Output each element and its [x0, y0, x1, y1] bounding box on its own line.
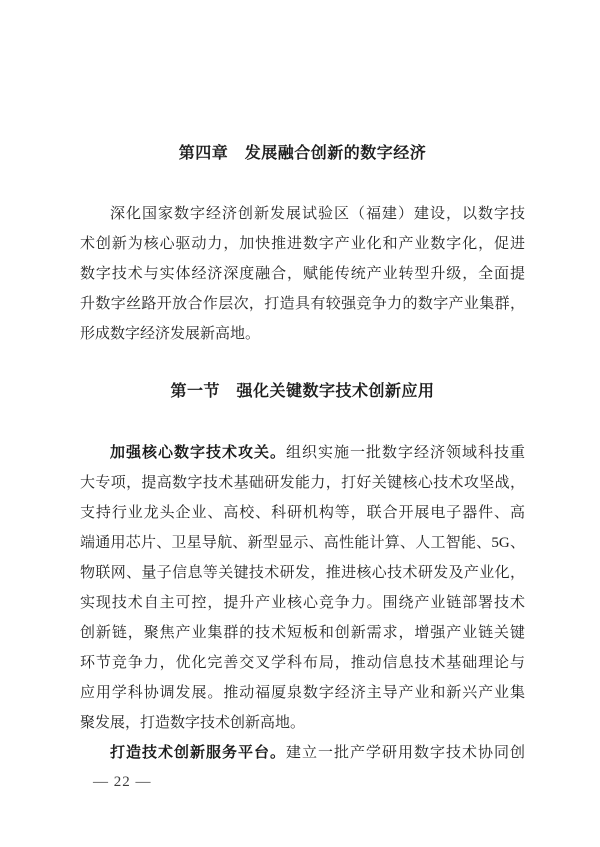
- text-line: 应用学科协调发展。推动福厦泉数字经济主导产业和新兴产业集: [80, 685, 525, 701]
- text-line: 术创新为核心驱动力，加快推进数字产业化和产业数字化，促进: [80, 236, 525, 252]
- text-line: [80, 438, 525, 468]
- text-line: [80, 738, 525, 768]
- text-line: 形成数字经济发展新高地。: [80, 326, 261, 342]
- section-title: 第一节 强化关键数字技术创新应用: [170, 383, 435, 400]
- text-line: 环节竞争力，优化完善交叉学科布局，推动信息技术基础理论与: [80, 655, 525, 671]
- line-text: 组织实施一批数字经济领域科技重: [286, 445, 525, 461]
- text-line: 支持行业龙头企业、高校、科研机构等，联合开展电子器件、高: [80, 505, 525, 521]
- text-line: 聚发展，打造数字技术创新高地。: [80, 715, 306, 731]
- text-line: 创新链，聚焦产业集群的技术短板和创新需求，增强产业链关键: [80, 625, 525, 641]
- text-line: 实现技术自主可控，提升产业核心竞争力。围绕产业链部署技术: [80, 595, 525, 611]
- text-line: 升数字丝路开放合作层次，打造具有较强竞争力的数字产业集群，: [80, 296, 525, 312]
- bold-lead-platform: 打造技术创新服务平台。: [110, 745, 286, 761]
- text-line: 大专项，提高数字技术基础研发能力，打好关键核心技术攻坚战，: [80, 475, 525, 491]
- text-line: 数字技术与实体经济深度融合，赋能传统产业转型升级，全面提: [80, 266, 525, 282]
- chapter-title: 第四章 发展融合创新的数字经济: [178, 145, 427, 162]
- line-text: 建立一批产学研用数字技术协同创: [286, 745, 525, 761]
- bold-lead-core-tech: 加强核心数字技术攻关。: [110, 445, 286, 461]
- page-number: — 22 —: [93, 774, 152, 790]
- intro-paragraph: [80, 199, 525, 349]
- text-line: 深化国家数字经济创新发展试验区（福建）建设，以数字技: [110, 206, 525, 222]
- text-line: 端通用芯片、卫星导航、新型显示、高性能计算、人工智能、5G、: [80, 535, 525, 551]
- paragraph-core-tech: [80, 438, 525, 738]
- paragraph-innovation-platform: [80, 738, 525, 768]
- text-line: 物联网、量子信息等关键技术研发，推进核心技术研发及产业化，: [80, 565, 525, 581]
